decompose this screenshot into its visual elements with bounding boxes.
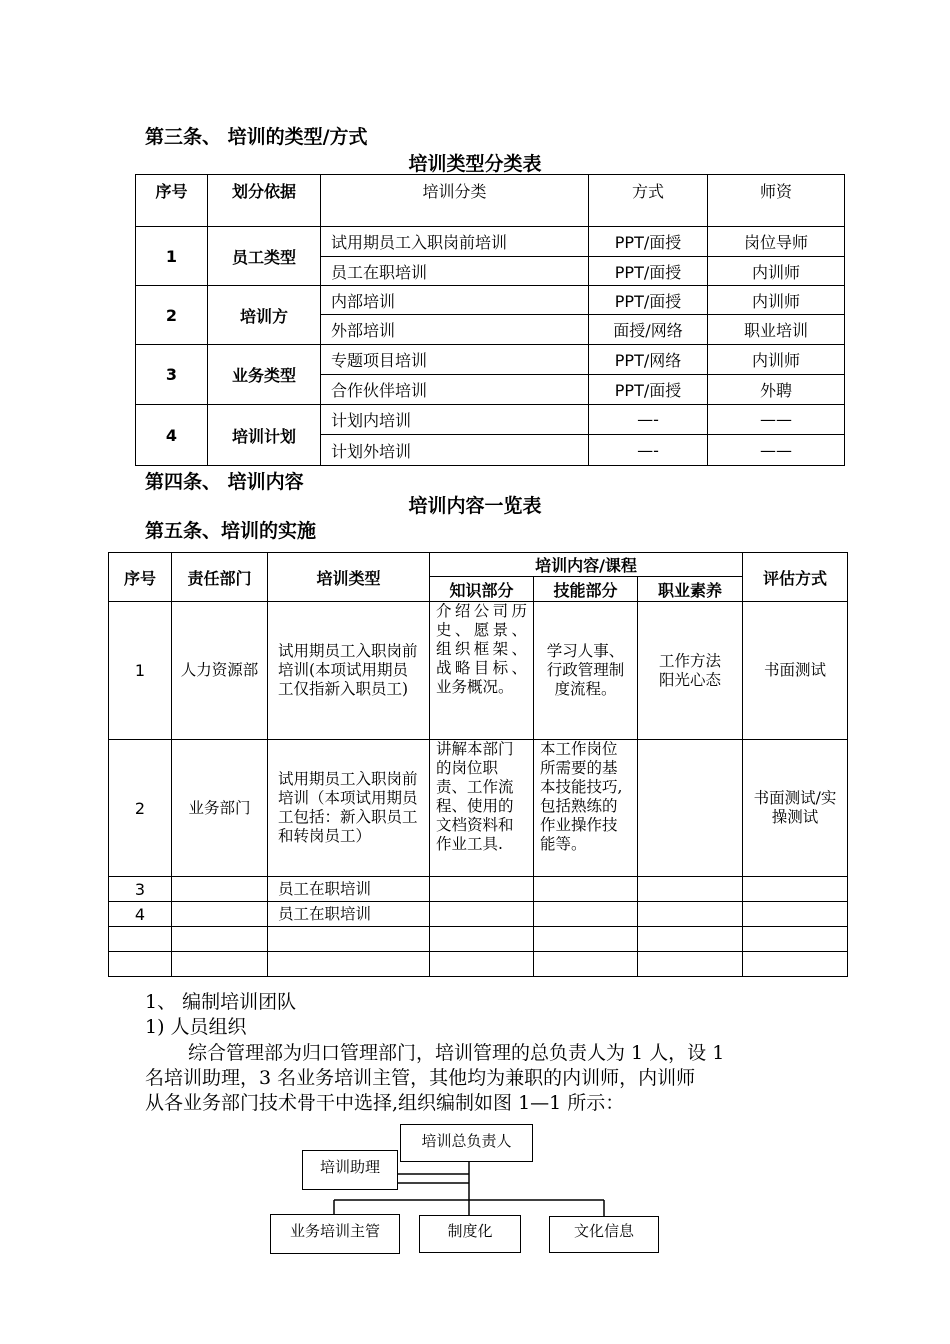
row-no: 4: [136, 405, 208, 466]
row-category: 合作伙伴培训: [321, 375, 589, 405]
header-method: 方式: [589, 175, 708, 227]
section-4-title: 第四条、 培训内容: [145, 471, 304, 493]
header-no: 序号: [136, 175, 208, 227]
header-no: 序号: [109, 553, 172, 602]
row-teacher: 岗位导师: [708, 227, 845, 257]
org-node-child: 业务培训主管: [270, 1214, 400, 1254]
row-teacher: 外聘: [708, 375, 845, 405]
item-1-heading: 1、 编制培训团队: [145, 991, 297, 1013]
header-quality: 职业素养: [638, 577, 743, 602]
row-no: 1: [109, 602, 172, 740]
header-knowledge: 知识部分: [430, 577, 534, 602]
row-teacher: ——: [708, 405, 845, 435]
paragraph-line-3: 从各业务部门技术骨干中选择,组织编制如图 1—1 所示：: [145, 1092, 625, 1114]
row-category: 专题项目培训: [321, 345, 589, 375]
row-type: 试用期员工入职岗前培训(本项试用期员工仅指新入职员工): [268, 602, 430, 740]
row-type: 员工在职培训: [268, 877, 430, 902]
header-category: 培训分类: [321, 175, 589, 227]
row-category: 外部培训: [321, 315, 589, 345]
section-5-title: 第五条、培训的实施: [145, 520, 317, 542]
org-node-child: 制度化: [419, 1215, 521, 1253]
header-teacher: 师资: [708, 175, 845, 227]
row-method: PPT/面授: [589, 375, 708, 405]
row-no: 1: [136, 227, 208, 286]
org-node-assistant: 培训助理: [302, 1150, 398, 1190]
row-category: 计划内培训: [321, 405, 589, 435]
row-method: PPT/面授: [589, 227, 708, 257]
org-node-head: 培训总负责人: [400, 1124, 533, 1162]
row-eval: 书面测试: [743, 602, 848, 740]
header-content: 培训内容/课程: [430, 553, 743, 577]
row-no: 3: [136, 345, 208, 405]
paragraph-line-1: 综合管理部为归口管理部门，培训管理的总负责人为 1 人，设 1: [188, 1042, 725, 1064]
row-knowledge: 讲解本部门的岗位职责、工作流程、使用的文档资料和作业工具.: [430, 740, 534, 877]
org-node-child: 文化信息: [549, 1216, 659, 1253]
row-category: 计划外培训: [321, 435, 589, 466]
row-teacher: 内训师: [708, 257, 845, 286]
row-method: 面授/网络: [589, 315, 708, 345]
row-method: PPT/面授: [589, 286, 708, 315]
row-no: 3: [109, 877, 172, 902]
row-method: PPT/面授: [589, 257, 708, 286]
row-teacher: ——: [708, 435, 845, 466]
header-eval: 评估方式: [743, 553, 848, 602]
row-method: —-: [589, 435, 708, 466]
table-1-caption: 培训类型分类表: [408, 153, 542, 175]
row-teacher: 内训师: [708, 286, 845, 315]
row-knowledge: 介绍公司历史、愿景、组织框架、战略目标、业务概况。: [430, 602, 534, 740]
row-category: 试用期员工入职岗前培训: [321, 227, 589, 257]
row-quality: 工作方法阳光心态: [638, 602, 743, 740]
header-dept: 责任部门: [172, 553, 268, 602]
row-basis: 员工类型: [208, 227, 321, 286]
item-1-1-heading: 1) 人员组织: [145, 1016, 247, 1038]
row-skill: 学习人事、行政管理制度流程。: [534, 602, 638, 740]
row-no: 2: [136, 286, 208, 345]
row-type: 员工在职培训: [268, 902, 430, 927]
row-skill: 本工作岗位所需要的基本技能技巧,包括熟练的作业操作技能等。: [534, 740, 638, 877]
row-method: —-: [589, 405, 708, 435]
row-dept: 人力资源部: [172, 602, 268, 740]
header-type: 培训类型: [268, 553, 430, 602]
row-teacher: 职业培训: [708, 315, 845, 345]
row-dept: 业务部门: [172, 740, 268, 877]
row-category: 内部培训: [321, 286, 589, 315]
row-eval: 书面测试/实操测试: [743, 740, 848, 877]
row-basis: 培训方: [208, 286, 321, 345]
row-method: PPT/网络: [589, 345, 708, 375]
header-skill: 技能部分: [534, 577, 638, 602]
row-no: 4: [109, 902, 172, 927]
row-category: 员工在职培训: [321, 257, 589, 286]
row-type: 试用期员工入职岗前培训（本项试用期员工包括：新入职员工和转岗员工）: [268, 740, 430, 877]
section-3-title: 第三条、 培训的类型/方式: [145, 126, 368, 148]
row-basis: 培训计划: [208, 405, 321, 466]
paragraph-line-2: 名培训助理，3 名业务培训主管，其他均为兼职的内训师，内训师: [145, 1067, 696, 1089]
header-basis: 划分依据: [208, 175, 321, 227]
row-teacher: 内训师: [708, 345, 845, 375]
row-no: 2: [109, 740, 172, 877]
row-basis: 业务类型: [208, 345, 321, 405]
table-2-caption: 培训内容一览表: [408, 495, 542, 517]
